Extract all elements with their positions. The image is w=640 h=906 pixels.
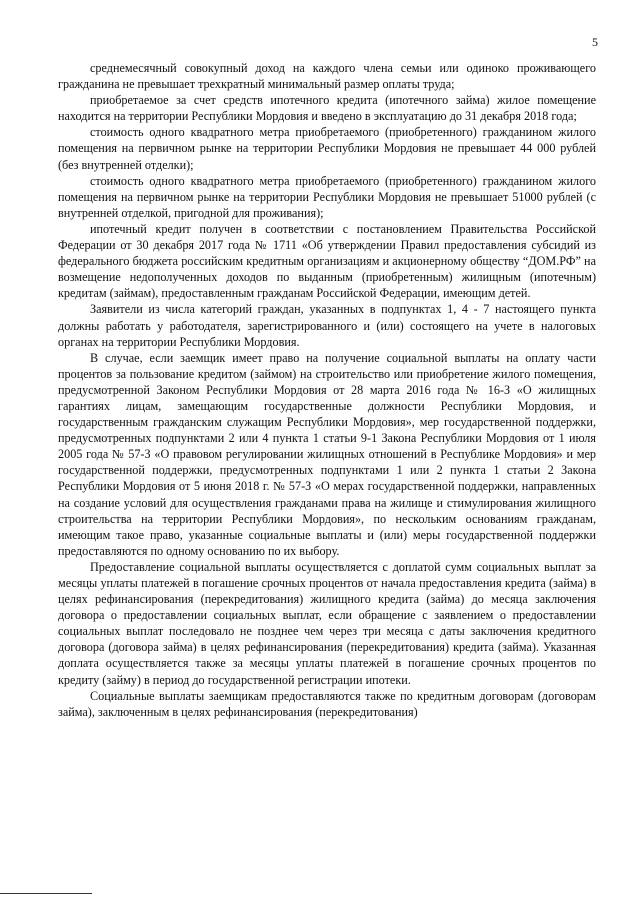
- paragraph: стоимость одного квадратного метра приобретаемого (приобретенного) гражданином жилого помещения на первичном рынке на территории Республики Мордовия не превышает 51000 рублей (с внутренней отделкой, пригодной для проживания);: [58, 173, 596, 220]
- paragraph: среднемесячный совокупный доход на каждого члена семьи или одиноко проживающего гражданина не превышает трехкратный минимальный размер оплаты труда;: [58, 61, 596, 92]
- document-body: [58, 60, 596, 720]
- paragraph: стоимость одного квадратного метра приобретаемого (приобретенного) гражданином жилого помещения на первичном рынке на территории Республики Мордовия не превышает 44 000 рублей (без внутренней отделки);: [58, 125, 596, 172]
- paragraph: приобретаемое за счет средств ипотечного кредита (ипотечного займа) жилое помещение находится на территории Республики Мордовия и введено в эксплуатацию до 31 декабря 2018 года;: [58, 93, 596, 124]
- page-number: 5: [592, 35, 598, 49]
- paragraph: В случае, если заемщик имеет право на получение социальной выплаты на оплату части процентов за пользование кредитом (займом) на строительство или приобретение жилого помещения, предусмотренной Законом Республики Мордовия от 28 марта 2016 года № 16-З «О жилищных гарантиях лицам, замещающим государственные должности Республики Мордовия, и государственным гражданским служащим Республики Мордовия», мер государственной поддержки, предусмотренных подпунктами 2 или 4 пункта 1 статьи 9-1 Закона Республики Мордовия от 1 июля 2005 года № 57-З «О правовом регулировании жилищных отношений в Республике Мордовия» и мер государственной поддержки, предусмотренных подпунктами 1 или 2 пункта 1 статьи 2 Закона Республики Мордовия от 5 июня 2018 г. № 57-З «О мерах государственной поддержки, направленных на создание условий для осуществления гражданами права на жилище и стимулирования жилищного строительства на территории Республики Мордовия», по нескольким основаниям гражданам, имеющим такое право, указанные социальные выплаты и (или) меры государственной поддержки предоставляются по одному основанию по их выбору.: [58, 350, 596, 558]
- paragraph: ипотечный кредит получен в соответствии с постановлением Правительства Российской Федерации от 30 декабря 2017 года № 1711 «Об утверждении Правил предоставления субсидий из федерального бюджета российским кредитным организациям и акционерному обществу “ДОМ.РФ” на возмещение недополученных доходов по выданным (приобретенным) жилищным (ипотечным) кредитам (займам), предоставленным гражданам Российской Федерации, имеющим детей.: [58, 221, 596, 301]
- footnote-separator-line: [0, 893, 92, 894]
- paragraph: Предоставление социальной выплаты осуществляется с доплатой сумм социальных выплат за месяцы уплаты платежей в погашение срочных процентов от начала предоставления кредита (займа) в целях рефинансирования (перекредитования) жилищного кредита (займа) до месяца заключения договора о предоставлении социальных выплат, если обращение с заявлением о предоставлении социальных выплат последовало не позднее чем через три месяца с даты заключения кредитного договора (договора займа) в целях рефинансирования (перекредитования) кредита (займа). Указанная доплата осуществляется также за месяцы уплаты платежей в погашение срочных процентов по кредиту (займу) в период до государственной регистрации ипотеки.: [58, 559, 596, 687]
- paragraph: Заявители из числа категорий граждан, указанных в подпунктах 1, 4 - 7 настоящего пункта должны работать у работодателя, зарегистрированного и (или) состоящего на учете в налоговых органах на территории Республики Мордовия.: [58, 302, 596, 349]
- paragraph: Социальные выплаты заемщикам предоставляются также по кредитным договорам (договорам займа), заключенным в целях рефинансирования (перекредитования): [58, 688, 596, 719]
